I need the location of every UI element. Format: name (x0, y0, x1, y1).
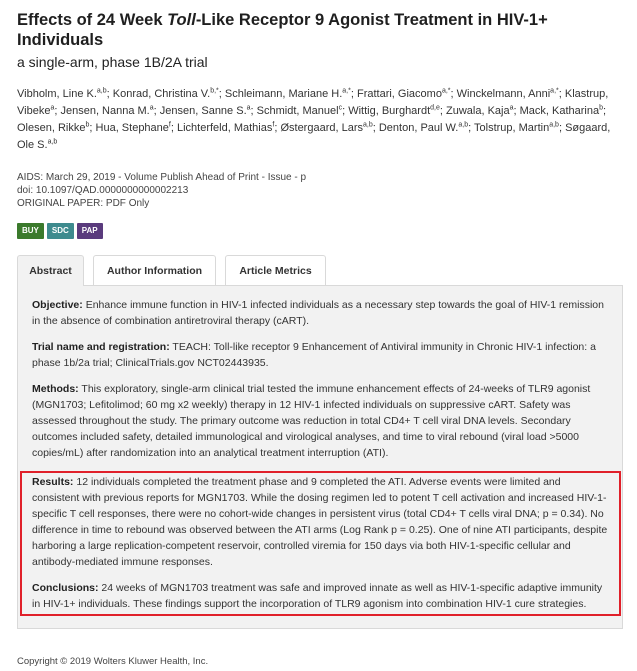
author-affiliation: a,* (342, 87, 351, 95)
tab-bar (17, 255, 621, 286)
author-name[interactable]: Olesen, Rikke (17, 122, 86, 134)
article-meta (17, 171, 621, 210)
trial-section (32, 339, 608, 371)
conclusions-section (32, 580, 609, 612)
title-text-2: -Like Receptor 9 Agonist Treatment in HIV-1+ Individuals (17, 11, 548, 49)
author-name[interactable]: Tolstrup, Martin (474, 122, 550, 134)
objective-section (32, 297, 608, 329)
author-list: Vibholm, Line K.$^{a,b}$; Konrad, Christina V.$^{b,*}$; Schleimann, Mariane H.$^{a,*}$; Frattari, Giacomo$^{a,*}$; Winckelmann, Anni$^{a,*}$; Klastrup, Vibeke$^a$; Jensen, Nanna M.$^a$; Jensen, Sanne S.$^a$; Schmidt, Manuel$^c$; Wittig, Burghardt$^{d,e}$; Zuwala, Kaja$^a$; Mack, Katharina$^b$; Olesen, Rikke$^b$; Hua, Stephane$^f$; Lichterfeld, Mathias$^f$; Østergaard, Lars$^{a,b}$; Denton, Paul W.$^{a,b}$; Tolstrup, Martin$^{a,b}$; Søgaard, Ole S.$^{a,b}$ (17, 87, 611, 151)
buy-button[interactable]: BUY (17, 223, 44, 239)
copyright-footer: Copyright © 2019 Wolters Kluwer Health, Inc. (17, 656, 209, 667)
conclusions-text: 24 weeks of MGN1703 treatment was safe and improved innate as well as HIV-1-specific adaptive immunity in HIV-1+ individuals. These findings support the incorporation of TLR9 agonism into combination HIV-1 cure strategies. (32, 582, 603, 610)
author-name[interactable]: Winckelmann, Anni (456, 88, 551, 100)
author-affiliation: a,b (47, 138, 58, 146)
author-affiliation: a (149, 104, 154, 112)
author-name[interactable]: Vibholm, Line K. (17, 88, 97, 100)
objective-label: Objective: (32, 299, 83, 311)
author-name[interactable]: Zuwala, Kaja (446, 105, 510, 117)
trial-label: Trial name and registration: (32, 341, 170, 353)
article-subtitle: a single-arm, phase 1B/2A trial (17, 54, 208, 70)
author-affiliation: a,* (550, 87, 559, 95)
author-affiliation: a (509, 104, 514, 112)
methods-label: Methods: (32, 383, 79, 395)
article-type: ORIGINAL PAPER: PDF Only (17, 198, 150, 209)
results-highlight-box (20, 471, 621, 616)
author-name[interactable]: Frattari, Giacomo (356, 88, 442, 100)
pap-button[interactable]: PAP (77, 223, 103, 239)
author-affiliation: a,* (441, 87, 451, 95)
trial-text: TEACH: Toll-like receptor 9 Enhancement of Antiviral immunity in Chronic HIV-1 infection: a phase 1b/2a trial; ClinicalTrials.gov NCT02443935. (32, 341, 596, 369)
author-name[interactable]: Klastrup, Vibeke (17, 88, 609, 117)
author-affiliation: a,b (549, 121, 559, 129)
title-text-italic: Toll (167, 11, 196, 29)
author-affiliation: f (168, 121, 171, 129)
author-name[interactable]: Hua, Stephane (95, 122, 169, 134)
author-affiliation: a,b (458, 121, 469, 129)
author-name[interactable]: Mack, Katharina (519, 105, 600, 117)
abstract-panel (17, 285, 623, 629)
methods-section (32, 381, 608, 461)
author-name[interactable]: Jensen, Nanna M. (60, 105, 150, 117)
author-name[interactable]: Lichterfeld, Mathias (176, 122, 273, 134)
author-name[interactable]: Østergaard, Lars (280, 122, 363, 134)
author-name[interactable]: Jensen, Sanne S. (159, 105, 247, 117)
author-affiliation: d,e (430, 104, 440, 112)
doi: doi: 10.1097/QAD.0000000000002213 (17, 185, 189, 196)
results-text: 12 individuals completed the treatment phase and 9 completed the ATI. Adverse events were limited and consistent with previous reports for MGN1703. While the dosing regimen led to potent T cell activation and increased HIV-1-specific T cell responses, there were no cohort-wide changes in persistent virus (total CD4+ T cells viral DNA; p = 0.34). No difference in time to rebound was observed between the ATI arms (Log Rank p = 0.25). One of nine ATI participants, despite harboring a large replication-competent reservoir, controlled viremia for 150 days via both HIV-1-specific cellular and antibody-mediated immune responses. (32, 476, 608, 568)
author-affiliation: a,b (96, 87, 107, 95)
author-name[interactable]: Denton, Paul W. (378, 122, 459, 134)
author-name[interactable]: Schmidt, Manuel (256, 105, 339, 117)
author-affiliation: c (338, 104, 343, 112)
author-affiliation: a (246, 104, 251, 112)
source-info: AIDS: March 29, 2019 - Volume Publish Ahead of Print - Issue - p (17, 172, 307, 183)
badge-row (17, 223, 621, 239)
author-name[interactable]: Schleimann, Mariane H. (224, 88, 343, 100)
article-title (17, 10, 607, 50)
author-affiliation: a (50, 104, 55, 112)
methods-text: This exploratory, single-arm clinical trial tested the immune enhancement effects of 24-weeks of TLR9 agonist (MGN1703; Lefitolimod; 60 mg x2 weekly) therapy in 12 HIV-1 infected individuals on suppressive cART. Safety was assessed throughout the study. The primary outcome was reduction in total CD4+ T cell viral DNA levels. Secondary outcomes included safety, detailed immunological and virological analyses, and time to viral rebound (viral load >5000 copies/mL) after randomization into an analytical treatment interruption (ATI). (32, 383, 591, 459)
author-affiliation: b (85, 121, 90, 129)
sdc-button[interactable]: SDC (47, 223, 74, 239)
conclusions-label: Conclusions: (32, 582, 99, 594)
results-section (32, 474, 609, 570)
objective-text: Enhance immune function in HIV-1 infected individuals as a necessary step towards the goal of HIV-1 remission in the absence of combination antiretroviral therapy (cART). (32, 299, 604, 327)
author-affiliation: a,b (363, 121, 373, 129)
tab-author-information[interactable]: Author Information (93, 255, 216, 285)
author-name[interactable]: Wittig, Burghardt (348, 105, 431, 117)
author-affiliation: f (272, 121, 275, 129)
title-text-1: Effects of 24 Week (17, 11, 168, 29)
article-container (17, 10, 621, 629)
author-affiliation: b (599, 104, 604, 112)
tab-article-metrics[interactable]: Article Metrics (225, 255, 326, 285)
results-label: Results: (32, 476, 74, 488)
author-affiliation: b,* (210, 87, 219, 95)
author-name[interactable]: Konrad, Christina V. (112, 88, 211, 100)
tab-abstract[interactable]: Abstract (17, 255, 84, 286)
author-name[interactable]: Søgaard, Ole S. (17, 122, 611, 151)
